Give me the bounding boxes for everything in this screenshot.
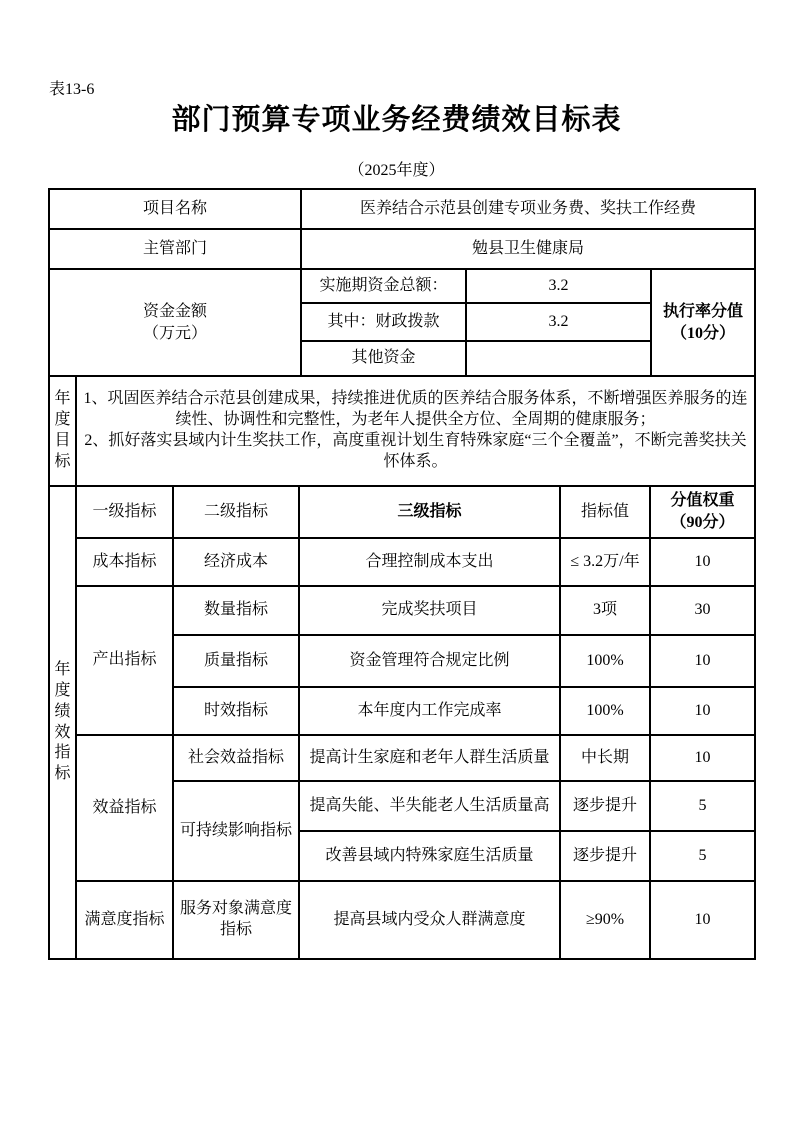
- cell-value: 逐步提升: [560, 831, 650, 881]
- cell-weight: 10: [650, 735, 755, 781]
- fund-total-value: 3.2: [466, 269, 651, 303]
- header-weight-line1: 分值权重: [670, 492, 735, 510]
- cell-weight: 10: [650, 881, 755, 959]
- header-weight-line2: （90分）: [670, 514, 735, 531]
- indicators-side-label: 年度绩效指标: [49, 486, 76, 959]
- cell-weight: 5: [650, 781, 755, 831]
- indicator-row-social-benefit: [49, 735, 755, 781]
- cell-level3: 提高计生家庭和老年人群生活质量: [299, 735, 560, 781]
- annual-goal-text: [76, 376, 755, 486]
- fund-total-row: [49, 269, 755, 303]
- cell-level1: 成本指标: [76, 538, 173, 586]
- project-name-row: [49, 189, 755, 229]
- cell-level1: 满意度指标: [76, 881, 173, 959]
- fund-amount-label-line2: （万元）: [142, 324, 207, 342]
- indicators-table: [48, 485, 756, 960]
- project-name-value: 医养结合示范县创建专项业务费、奖扶工作经费: [301, 189, 755, 229]
- fund-amount-label-line1: 资金金额: [142, 302, 207, 320]
- fund-fiscal-label: 其中：财政拨款: [301, 303, 466, 341]
- cell-level2: 质量指标: [173, 635, 299, 687]
- table-number: 表13-6: [49, 81, 95, 98]
- fund-other-value: [466, 341, 651, 376]
- header-weight: [650, 486, 755, 538]
- indicator-row-satisfaction: [49, 881, 755, 959]
- cell-level3: 改善县域内特殊家庭生活质量: [299, 831, 560, 881]
- cell-weight: 10: [650, 538, 755, 586]
- cell-value: ≤ 3.2万/年: [560, 538, 650, 586]
- annual-goal-item-2: 2、抓好落实县域内计生奖扶工作，高度重视计划生育特殊家庭“三个全覆盖”，不断完善奖扶关怀体系。: [84, 432, 747, 470]
- cell-value: 逐步提升: [560, 781, 650, 831]
- cell-value: ≥90%: [560, 881, 650, 959]
- cell-level3: 提高县域内受众人群满意度: [299, 881, 560, 959]
- cell-value: 3项: [560, 586, 650, 635]
- cell-value: 100%: [560, 635, 650, 687]
- execution-rate-score-cell: [651, 269, 755, 376]
- department-row: [49, 229, 755, 269]
- project-name-label: 项目名称: [49, 189, 301, 229]
- annual-goal-row: [49, 376, 755, 486]
- indicator-row-cost: [49, 538, 755, 586]
- annual-goal-side-label: 年度目标: [49, 376, 76, 486]
- year-subtitle: （2025年度）: [348, 162, 445, 179]
- cell-level2: 服务对象满意度指标: [173, 881, 299, 959]
- cell-level2: 可持续影响指标: [173, 781, 299, 881]
- cell-level3: 资金管理符合规定比例: [299, 635, 560, 687]
- header-level2: 二级指标: [173, 486, 299, 538]
- cell-level1: 产出指标: [76, 586, 173, 735]
- page-title: 部门预算专项业务经费绩效目标表: [171, 104, 622, 136]
- cell-level1: 效益指标: [76, 735, 173, 881]
- header-level3: 三级指标: [299, 486, 560, 538]
- cell-weight: 5: [650, 831, 755, 881]
- project-info-table: [48, 188, 756, 377]
- annual-goal-table: [48, 375, 756, 487]
- cell-level2: 社会效益指标: [173, 735, 299, 781]
- indicator-row-quantity: [49, 586, 755, 635]
- execution-rate-score-line2: （10分）: [670, 324, 735, 342]
- cell-weight: 10: [650, 687, 755, 735]
- header-level1: 一级指标: [76, 486, 173, 538]
- cell-level3: 本年度内工作完成率: [299, 687, 560, 735]
- cell-level3: 完成奖扶项目: [299, 586, 560, 635]
- fund-total-label: 实施期资金总额：: [301, 269, 466, 303]
- department-value: 勉县卫生健康局: [301, 229, 755, 269]
- cell-level2: 时效指标: [173, 687, 299, 735]
- header-value: 指标值: [560, 486, 650, 538]
- cell-level2: 数量指标: [173, 586, 299, 635]
- cell-value: 中长期: [560, 735, 650, 781]
- execution-rate-score-line1: 执行率分值: [662, 302, 743, 320]
- fund-fiscal-value: 3.2: [466, 303, 651, 341]
- cell-level3: 提高失能、半失能老人生活质量高: [299, 781, 560, 831]
- fund-amount-label: [49, 269, 301, 376]
- tables-wrap: [48, 188, 756, 960]
- cell-level3: 合理控制成本支出: [299, 538, 560, 586]
- fund-other-label: 其他资金: [301, 341, 466, 376]
- cell-weight: 10: [650, 635, 755, 687]
- annual-goal-item-1: 1、巩固医养结合示范县创建成果，持续推进优质的医养结合服务体系，不断增强医养服务的连续性、协调性和完整性，为老年人提供全方位、全周期的健康服务；: [83, 390, 748, 429]
- cell-level2: 经济成本: [173, 538, 299, 586]
- cell-value: 100%: [560, 687, 650, 735]
- indicators-header-row: [49, 486, 755, 538]
- department-label: 主管部门: [49, 229, 301, 269]
- cell-weight: 30: [650, 586, 755, 635]
